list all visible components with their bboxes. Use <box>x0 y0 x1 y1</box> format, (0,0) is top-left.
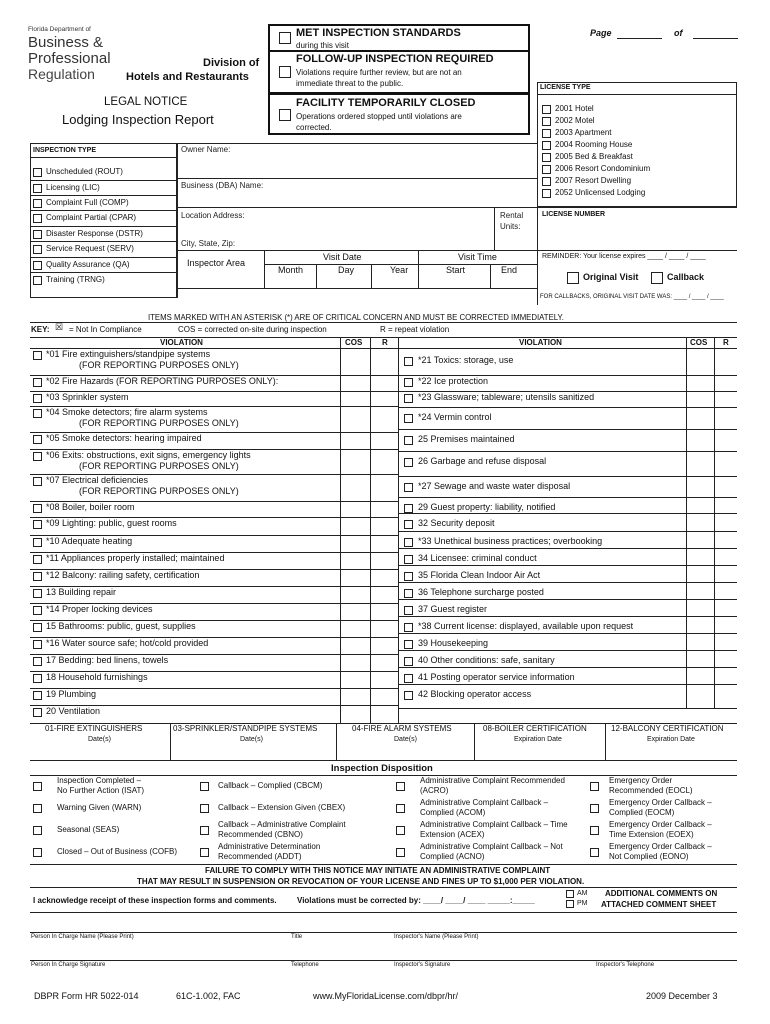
license-type-checkbox[interactable] <box>542 141 551 150</box>
closed-checkbox[interactable] <box>279 109 291 121</box>
follow-sub1: Violations require further review, but are not an <box>296 68 462 77</box>
violation-divider <box>398 565 737 566</box>
violation-divider <box>398 616 737 617</box>
violation-divider <box>30 474 398 475</box>
visit-date-label: Visit Date <box>323 252 362 262</box>
inspection-type-label: Unscheduled (ROUT) <box>46 167 123 176</box>
violation-divider <box>398 684 737 685</box>
key-symbol: ☒ <box>55 322 64 332</box>
violation-divider <box>30 569 398 570</box>
violation-divider <box>30 501 398 502</box>
violation-label: *12 Balcony: railing safety, certification <box>46 570 200 580</box>
violation-checkbox[interactable] <box>404 623 413 632</box>
violation-divider <box>30 671 398 672</box>
division-line2: Hotels and Restaurants <box>126 71 249 83</box>
disposition-checkbox[interactable] <box>590 804 599 813</box>
license-type-label: 2001 Hotel <box>555 104 594 113</box>
violation-label: *05 Smoke detectors: hearing impaired <box>46 433 202 443</box>
violation-divider <box>30 603 398 604</box>
violation-label: 34 Licensee: criminal conduct <box>418 553 537 563</box>
status-box-follow <box>268 52 530 94</box>
disposition-checkbox[interactable] <box>33 804 42 813</box>
violation-label: *07 Electrical deficiencies <box>46 475 149 485</box>
day-label: Day <box>338 265 355 275</box>
legal-notice: LEGAL NOTICE <box>104 96 188 108</box>
license-type-checkbox[interactable] <box>542 189 551 198</box>
pic-signature-label: Person In Charge Signature <box>31 962 106 968</box>
cert-sprinkler: 03-SPRINKLER/STANDPIPE SYSTEMS <box>173 724 318 733</box>
disposition-label: Administrative Determination <box>218 842 321 851</box>
violation-label: 32 Security deposit <box>418 518 495 528</box>
am-label: AM <box>577 890 588 897</box>
license-type-checkbox[interactable] <box>542 105 551 114</box>
violation-checkbox[interactable] <box>404 657 413 666</box>
status-box-met <box>268 24 530 52</box>
violation-checkbox[interactable] <box>33 555 42 564</box>
violation-divider <box>30 535 398 536</box>
violation-label: *21 Toxics: storage, use <box>418 355 514 365</box>
violation-label: *01 Fire extinguishers/standpipe systems <box>46 349 211 359</box>
pic-name-label: Person In Charge Name (Please Print) <box>31 934 134 940</box>
violation-label: *38 Current license: displayed, available upon request <box>418 621 634 631</box>
logo-line1: Florida Department of <box>28 26 91 33</box>
violation-label: 35 Florida Clean Indoor Air Act <box>418 570 541 580</box>
violation-checkbox[interactable] <box>404 458 413 467</box>
violation-label: 25 Premises maintained <box>418 434 515 444</box>
violation-checkbox[interactable] <box>404 378 413 387</box>
logo-line3: Professional <box>28 50 111 67</box>
violation-divider <box>398 451 737 452</box>
violation-checkbox[interactable] <box>33 640 42 649</box>
violation-checkbox[interactable] <box>33 572 42 581</box>
disposition-sublabel: Not Complied (EONO) <box>609 852 689 861</box>
disposition-label: Warning Given (WARN) <box>57 803 142 812</box>
dbpr-logo <box>28 26 128 86</box>
violation-label: 13 Building repair <box>46 587 117 597</box>
violation-divider <box>398 650 737 651</box>
violation-label: 37 Guest register <box>418 604 488 614</box>
additional-comments-2: ATTACHED COMMENT SHEET <box>601 900 717 909</box>
license-type-checkbox[interactable] <box>542 177 551 186</box>
license-type-label: 2004 Rooming House <box>555 140 633 149</box>
violation-divider <box>30 620 398 621</box>
violation-checkbox[interactable] <box>404 572 413 581</box>
inspection-type-label: Complaint Full (COMP) <box>46 198 129 207</box>
inspection-type-divider <box>30 241 177 242</box>
disposition-sublabel: Recommended (CBNO) <box>218 830 303 839</box>
cert-balcony-sub: Expiration Date <box>647 736 695 743</box>
disposition-label: Administrative Complaint Recommended <box>420 776 565 785</box>
inspection-type-checkbox[interactable] <box>33 245 42 254</box>
inspection-type-divider <box>30 195 177 196</box>
disposition-checkbox[interactable] <box>396 782 405 791</box>
violation-checkbox[interactable] <box>33 452 42 461</box>
violation-divider <box>398 548 737 549</box>
acknowledge-text: I acknowledge receipt of these inspection forms and comments. <box>33 896 277 905</box>
revision-date: 2009 December 3 <box>646 991 718 1001</box>
violation-label: *11 Appliances properly installed; maintained <box>46 553 225 563</box>
violation-checkbox[interactable] <box>33 657 42 666</box>
violation-checkbox[interactable] <box>33 623 42 632</box>
violation-checkbox[interactable] <box>404 357 413 366</box>
fac-rule: 61C-1.002, FAC <box>176 991 241 1001</box>
violation-divider <box>398 513 737 514</box>
warning-line1: FAILURE TO COMPLY WITH THIS NOTICE MAY INITIATE AN ADMINISTRATIVE COMPLAINT <box>205 866 551 875</box>
violation-label: 41 Posting operator service information <box>418 672 575 682</box>
license-type-label: 2006 Resort Condominium <box>555 164 651 173</box>
end-label: End <box>501 265 518 275</box>
violation-label: *27 Sewage and waste water disposal <box>418 481 571 491</box>
violation-label: 15 Bathrooms: public, guest, supplies <box>46 621 196 631</box>
violation-label: *09 Lighting: public, guest rooms <box>46 518 177 528</box>
disposition-label: Emergency Order Callback – <box>609 842 712 851</box>
violation-divider <box>30 375 398 376</box>
page-label: Page <box>590 28 612 38</box>
inspection-type-checkbox[interactable] <box>33 276 42 285</box>
violation-checkbox[interactable] <box>33 520 42 529</box>
disposition-checkbox[interactable] <box>33 782 42 791</box>
form-number: DBPR Form HR 5022-014 <box>34 991 139 1001</box>
violation-label: *08 Boiler, boiler room <box>46 502 135 512</box>
key-text: = Not In Compliance <box>69 325 142 334</box>
disposition-checkbox[interactable] <box>590 826 599 835</box>
inspection-type-label: Training (TRNG) <box>46 275 105 284</box>
follow-sub2: immediate threat to the public. <box>296 79 404 88</box>
inspection-type-label: Quality Assurance (QA) <box>46 260 130 269</box>
corrected-by-text: Violations must be corrected by: ____/ ____/ ____ _____:_____ <box>297 896 535 905</box>
disposition-label: Emergency Order Callback – <box>609 820 712 829</box>
inspection-type-checkbox[interactable] <box>33 214 42 223</box>
disposition-checkbox[interactable] <box>200 848 209 857</box>
disposition-title: Inspection Disposition <box>331 763 433 774</box>
disposition-sublabel: Complied (ACOM) <box>420 808 486 817</box>
violation-divider <box>398 391 737 392</box>
inspector-area-label: Inspector Area <box>187 258 246 268</box>
violation-label: *23 Glassware; tableware; utensils sanitized <box>418 392 595 402</box>
violation-checkbox[interactable] <box>33 351 42 360</box>
closed-title: FACILITY TEMPORARILY CLOSED <box>296 97 476 109</box>
disposition-checkbox[interactable] <box>396 804 405 813</box>
violation-checkbox[interactable] <box>33 691 42 700</box>
inspection-type-checkbox[interactable] <box>33 199 42 208</box>
cert-fire-ext-sub: Date(s) <box>88 736 111 743</box>
license-type-label: 2002 Motel <box>555 116 595 125</box>
violation-label: 19 Plumbing <box>46 689 97 699</box>
r-legend: R = repeat violation <box>380 325 450 334</box>
violation-checkbox[interactable] <box>33 708 42 717</box>
violation-label: 18 Household furnishings <box>46 672 148 682</box>
inspection-type-divider <box>30 257 177 258</box>
violation-checkbox[interactable] <box>33 409 42 418</box>
inspection-type-label: Complaint Partial (CPAR) <box>46 213 137 222</box>
disposition-label: Administrative Complaint Callback – Not <box>420 842 563 851</box>
license-number-title: LICENSE NUMBER <box>542 211 606 218</box>
cos-legend: COS = corrected on-site during inspection <box>178 325 327 334</box>
disposition-label: Inspection Completed – <box>57 776 142 785</box>
met-checkbox[interactable] <box>279 32 291 44</box>
inspection-type-divider <box>30 272 177 273</box>
violation-sublabel: (FOR REPORTING PURPOSES ONLY) <box>79 461 239 471</box>
am-checkbox[interactable] <box>566 890 574 898</box>
cert-fire-ext: 01-FIRE EXTINGUISHERS <box>45 724 143 733</box>
inspection-type-checkbox[interactable] <box>33 168 42 177</box>
disposition-label: Emergency Order Callback – <box>609 798 712 807</box>
disposition-sublabel: Extension (ACEX) <box>420 830 485 839</box>
violation-divider <box>398 599 737 600</box>
disposition-sublabel: Complied (EOCM) <box>609 808 675 817</box>
disposition-label: Administrative Complaint Callback – Time <box>420 820 568 829</box>
rental-units-label2: Units: <box>500 222 521 231</box>
violation-divider <box>398 667 737 668</box>
inspection-type-divider <box>30 226 177 227</box>
license-type-title: LICENSE TYPE <box>540 84 591 91</box>
inspector-signature-label: Inspector's Signature <box>394 962 451 968</box>
inspector-telephone-label: Inspector's Telephone <box>596 962 655 968</box>
violation-divider <box>398 375 737 376</box>
original-visit-label: Original Visit <box>583 272 639 282</box>
license-type-checkbox[interactable] <box>542 117 551 126</box>
rental-units-label: Rental <box>500 211 524 220</box>
violation-sublabel: (FOR REPORTING PURPOSES ONLY) <box>79 360 239 370</box>
violation-divider <box>30 432 398 433</box>
violation-checkbox[interactable] <box>404 640 413 649</box>
violation-checkbox[interactable] <box>33 589 42 598</box>
violation-divider <box>398 429 737 430</box>
month-label: Month <box>278 265 304 275</box>
pm-checkbox[interactable] <box>566 900 574 908</box>
license-type-checkbox[interactable] <box>542 129 551 138</box>
cert-fire-alarm-sub: Date(s) <box>394 736 417 743</box>
violation-checkbox[interactable] <box>404 606 413 615</box>
closed-sub1: Operations ordered stopped until violations are <box>296 112 462 121</box>
violation-label: *02 Fire Hazards (FOR REPORTING PURPOSES ONLY): <box>46 376 279 386</box>
status-box-closed <box>268 93 530 135</box>
violation-label: *24 Vermin control <box>418 412 492 422</box>
violation-header-right: VIOLATION <box>519 338 562 347</box>
license-type-label: 2003 Apartment <box>555 128 612 137</box>
page-of-label: of <box>674 28 683 38</box>
disposition-checkbox[interactable] <box>590 848 599 857</box>
violation-divider <box>30 586 398 587</box>
title-label: Title <box>291 934 303 940</box>
license-type-checkbox[interactable] <box>542 165 551 174</box>
pm-label: PM <box>577 900 588 907</box>
violation-label: *33 Unethical business practices; overbooking <box>418 536 603 546</box>
report-title: Lodging Inspection Report <box>62 112 214 127</box>
owner-name-label: Owner Name: <box>181 145 231 154</box>
violation-checkbox[interactable] <box>33 394 42 403</box>
violation-divider <box>30 517 398 518</box>
inspection-type-checkbox[interactable] <box>33 184 42 193</box>
start-label: Start <box>446 265 466 275</box>
violation-divider <box>398 633 737 634</box>
violation-checkbox[interactable] <box>404 674 413 683</box>
license-type-label: 2052 Unlicensed Lodging <box>555 188 646 197</box>
violation-divider <box>30 552 398 553</box>
r-header-left: R <box>382 338 388 347</box>
additional-comments-1: ADDITIONAL COMMENTS ON <box>605 889 718 898</box>
violation-checkbox[interactable] <box>404 394 413 403</box>
critical-note: ITEMS MARKED WITH AN ASTERISK (*) ARE OF CRITICAL CONCERN AND MUST BE CORRECTED IMMEDIATELY. <box>148 313 564 322</box>
violation-divider <box>30 637 398 638</box>
violation-checkbox[interactable] <box>33 378 42 387</box>
violation-label: *04 Smoke detectors; fire alarm systems <box>46 407 208 417</box>
inspection-type-checkbox[interactable] <box>33 230 42 239</box>
telephone-label: Telephone <box>291 962 319 968</box>
disposition-checkbox[interactable] <box>33 826 42 835</box>
follow-checkbox[interactable] <box>279 66 291 78</box>
website-url: www.MyFloridaLicense.com/dbpr/hr/ <box>313 991 459 1001</box>
cert-boiler-sub: Expiration Date <box>514 736 562 743</box>
disposition-sublabel: Time Extension (EOEX) <box>609 830 694 839</box>
violation-checkbox[interactable] <box>404 589 413 598</box>
violation-label: *06 Exits: obstructions, exit signs, emergency lights <box>46 450 251 460</box>
page-total-line[interactable] <box>693 38 738 39</box>
disposition-label: Callback – Extension Given (CBEX) <box>218 803 346 812</box>
violation-checkbox[interactable] <box>404 691 413 700</box>
disposition-checkbox[interactable] <box>200 804 209 813</box>
violation-checkbox[interactable] <box>404 520 413 529</box>
violation-checkbox[interactable] <box>33 435 42 444</box>
disposition-label: Administrative Complaint Callback – <box>420 798 549 807</box>
license-reminder: REMINDER: Your license expires ____ / ____ / ____ <box>542 253 706 260</box>
violation-label: 29 Guest property: liability, notified <box>418 502 556 512</box>
violation-divider <box>398 708 737 709</box>
violation-label: *22 Ice protection <box>418 376 489 386</box>
disposition-label: Emergency Order <box>609 776 673 785</box>
business-name-label: Business (DBA) Name: <box>181 181 264 190</box>
callback-note: FOR CALLBACKS, ORIGINAL VISIT DATE WAS: ____ / ____ / ____ <box>540 294 724 300</box>
violation-divider <box>30 688 398 689</box>
violation-divider <box>30 654 398 655</box>
violation-divider <box>398 531 737 532</box>
warning-line2: THAT MAY RESULT IN SUSPENSION OR REVOCATION OF YOUR LICENSE AND FINES UP TO $1,000 PER VIOLATION. <box>137 877 585 886</box>
license-type-label: 2005 Bed & Breakfast <box>555 152 633 161</box>
violation-label: 26 Garbage and refuse disposal <box>418 456 547 466</box>
disposition-checkbox[interactable] <box>200 826 209 835</box>
violation-label: 36 Telephone surcharge posted <box>418 587 544 597</box>
violation-sublabel: (FOR REPORTING PURPOSES ONLY) <box>79 486 239 496</box>
disposition-checkbox[interactable] <box>33 848 42 857</box>
disposition-sublabel: Recommended (EOCL) <box>609 786 693 795</box>
inspection-type-divider <box>30 210 177 211</box>
violation-label: 39 Housekeeping <box>418 638 489 648</box>
violation-checkbox[interactable] <box>404 555 413 564</box>
license-type-checkbox[interactable] <box>542 153 551 162</box>
violation-label: 20 Ventilation <box>46 706 101 716</box>
met-sub: during this visit <box>296 41 349 50</box>
inspection-type-divider <box>30 180 177 181</box>
violation-checkbox[interactable] <box>33 477 42 486</box>
page-number-line[interactable] <box>617 38 662 39</box>
location-address-label: Location Address: <box>181 211 245 220</box>
violation-label: *03 Sprinkler system <box>46 392 129 402</box>
violation-divider <box>398 497 737 498</box>
violation-checkbox[interactable] <box>33 674 42 683</box>
violation-checkbox[interactable] <box>404 436 413 445</box>
disposition-checkbox[interactable] <box>590 782 599 791</box>
inspector-name-label: Inspector's Name (Please Print) <box>394 934 479 940</box>
inspection-type-title: INSPECTION TYPE <box>33 147 97 154</box>
closed-sub2: corrected. <box>296 123 332 132</box>
inspection-type-label: Service Request (SERV) <box>46 244 134 253</box>
violation-checkbox[interactable] <box>33 504 42 513</box>
disposition-sublabel: No Further Action (ISAT) <box>57 786 144 795</box>
violation-checkbox[interactable] <box>404 504 413 513</box>
r-header-right: R <box>723 338 729 347</box>
violation-checkbox[interactable] <box>33 606 42 615</box>
callback-label: Callback <box>667 272 705 282</box>
city-state-zip-label: City, State, Zip: <box>181 239 236 248</box>
inspection-type-checkbox[interactable] <box>33 261 42 270</box>
violation-label: 42 Blocking operator access <box>418 689 532 699</box>
violation-divider <box>398 476 737 477</box>
violation-checkbox[interactable] <box>33 538 42 547</box>
visit-time-label: Visit Time <box>458 252 497 262</box>
cert-sprinkler-sub: Date(s) <box>240 736 263 743</box>
license-type-label: 2007 Resort Dwelling <box>555 176 632 185</box>
disposition-label: Callback – Complied (CBCM) <box>218 781 323 790</box>
violation-divider <box>398 582 737 583</box>
met-title: MET INSPECTION STANDARDS <box>296 27 461 39</box>
disposition-label: Seasonal (SEAS) <box>57 825 120 834</box>
violation-header-left: VIOLATION <box>160 338 203 347</box>
year-label: Year <box>390 265 409 275</box>
cert-balcony: 12-BALCONY CERTIFICATION <box>611 724 724 733</box>
violation-label: *10 Adequate heating <box>46 536 133 546</box>
cert-fire-alarm: 04-FIRE ALARM SYSTEMS <box>352 724 452 733</box>
violation-divider <box>30 449 398 450</box>
disposition-sublabel: (ACRO) <box>420 786 449 795</box>
disposition-label: Closed – Out of Business (COFB) <box>57 847 178 856</box>
disposition-label: Callback – Administrative Complaint <box>218 820 346 829</box>
logo-line2: Business & <box>28 34 104 51</box>
violation-label: 17 Bedding: bed linens, towels <box>46 655 169 665</box>
violation-sublabel: (FOR REPORTING PURPOSES ONLY) <box>79 418 239 428</box>
cos-header-right: COS <box>690 338 708 347</box>
cert-boiler: 08-BOILER CERTIFICATION <box>483 724 587 733</box>
inspection-type-label: Disaster Response (DSTR) <box>46 229 143 238</box>
follow-title: FOLLOW-UP INSPECTION REQUIRED <box>296 53 494 65</box>
division-line1: Division of <box>203 57 260 69</box>
violation-label: *16 Water source safe; hot/cold provided <box>46 638 209 648</box>
violation-divider <box>30 406 398 407</box>
disposition-sublabel: Complied (ACNO) <box>420 852 485 861</box>
disposition-checkbox[interactable] <box>200 782 209 791</box>
key-label: KEY: <box>31 325 50 334</box>
disposition-checkbox[interactable] <box>396 848 405 857</box>
disposition-checkbox[interactable] <box>396 826 405 835</box>
violation-checkbox[interactable] <box>404 538 413 547</box>
disposition-sublabel: Recommended (ADDT) <box>218 852 302 861</box>
cos-header-left: COS <box>345 338 363 347</box>
violation-divider <box>30 391 398 392</box>
violation-checkbox[interactable] <box>404 414 413 423</box>
logo-line4: Regulation <box>28 66 95 82</box>
inspection-type-label: Licensing (LIC) <box>46 183 100 192</box>
violation-divider <box>398 407 737 408</box>
violation-label: *14 Proper locking devices <box>46 604 153 614</box>
violation-label: 40 Other conditions: safe, sanitary <box>418 655 555 665</box>
callback-checkbox[interactable] <box>651 272 663 284</box>
original-visit-checkbox[interactable] <box>567 272 579 284</box>
violation-checkbox[interactable] <box>404 483 413 492</box>
violation-divider <box>30 705 398 706</box>
